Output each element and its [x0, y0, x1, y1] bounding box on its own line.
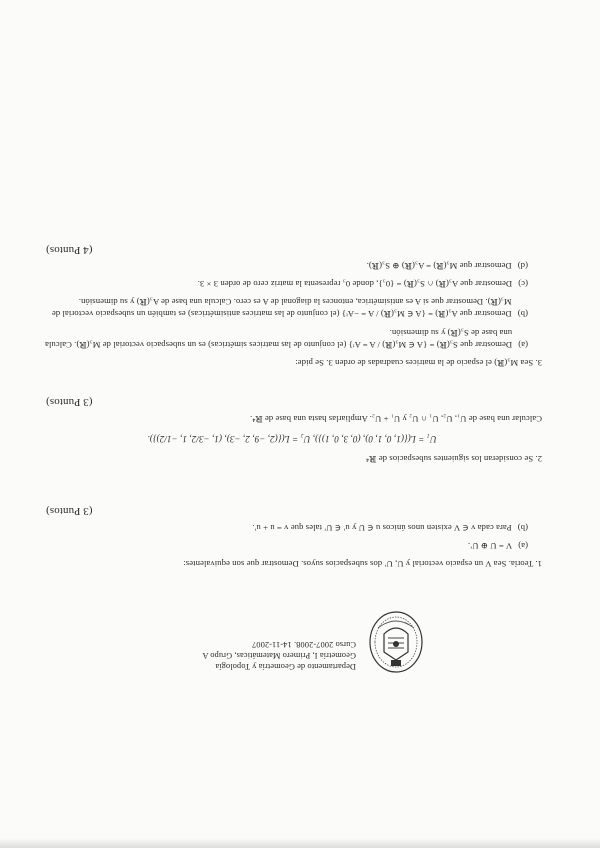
points-label: (4 Puntos): [46, 243, 93, 256]
exercise-2: [42, 396, 542, 465]
department-name: Departamento de Geometría y Topología: [215, 662, 356, 671]
item-label: (d): [517, 260, 528, 271]
item-label: (c): [518, 278, 528, 289]
exercise-number: 2.: [535, 454, 542, 464]
exercise-1: [42, 505, 542, 570]
course-name: Geometría I, Primero Matemáticas, Grupo A: [202, 651, 356, 660]
item-label: (b): [517, 309, 528, 320]
university-seal-icon: [368, 610, 424, 674]
exercise-number: 3.: [535, 358, 542, 368]
exam-header: [0, 604, 424, 674]
points-label: (3 Puntos): [46, 396, 93, 409]
points-label: (3 Puntos): [46, 505, 93, 518]
exercise-statement: Sea M₃(ℝ) el espacio de la matrices cuadradas de orden 3. Se pide:: [295, 358, 534, 368]
department-block: [202, 639, 356, 672]
exercise-3: [42, 243, 542, 369]
item-label: (a): [518, 540, 528, 551]
item-label: (a): [518, 339, 528, 350]
item-label: (b): [517, 522, 528, 533]
item-text: Demostrar que S₃(ℝ) = {A ∈ M₃(ℝ) / A = Aᵗ} (el conjunto de las matrices simétricas) es un subespacio vectorial de M₃(ℝ). Calcula una base de S₃(ℝ) y su dimensión.: [44, 327, 513, 350]
subspace-formula: U₁ = L({(1, 0, 1, 0), (0, 3, 0, 1)}), U₂ = L({(2, −9, 2, −3), (1, −3/2, 1, −1/2)}).: [147, 433, 437, 444]
exercise-number: 1.: [535, 559, 542, 569]
exercise-statement: Se consideran los siguientes subespacios de ℝ⁴: [366, 454, 534, 464]
item-text: Demostrar que A₃(ℝ) = {A ∈ M₃(ℝ) / A = −Aᵗ} (el conjunto de las matrices antisimétricas) es también un subespacio vectorial de M₃(ℝ). Demostrar que si A es antisimétrica, entonces la diagonal de A es cero. Calcula una base de A₃(ℝ) y su dimensión.: [51, 297, 512, 320]
exercise-follow-up: Calcular una base de U₁, U₂, U₁ ∩ U₂ y U₁ + U₂. Ampliarlas hasta una base de ℝ⁴.: [249, 413, 542, 424]
exam-date: Curso 2007-2008. 14-11-2007: [251, 640, 356, 649]
item-text: Demostrar que M₃(ℝ) = A₃(ℝ) ⊕ S₃(ℝ).: [366, 260, 512, 271]
exercise-statement: Teoría. Sea V un espacio vectorial y U, U′ dos subespacios suyos. Demostrar que son equivalentes:: [183, 559, 534, 569]
item-text: V = U ⊕ U′.: [467, 540, 513, 551]
item-text: Demostrar que A₃(ℝ) ∩ S₃(ℝ) = {0₃}, donde 0₃ representa la matriz cero de orden 3 × 3.: [197, 278, 513, 289]
item-text: Para cada v ∈ V existen unos únicos u ∈ U y u′ ∈ U′ tales que v = u + u′.: [252, 522, 512, 533]
